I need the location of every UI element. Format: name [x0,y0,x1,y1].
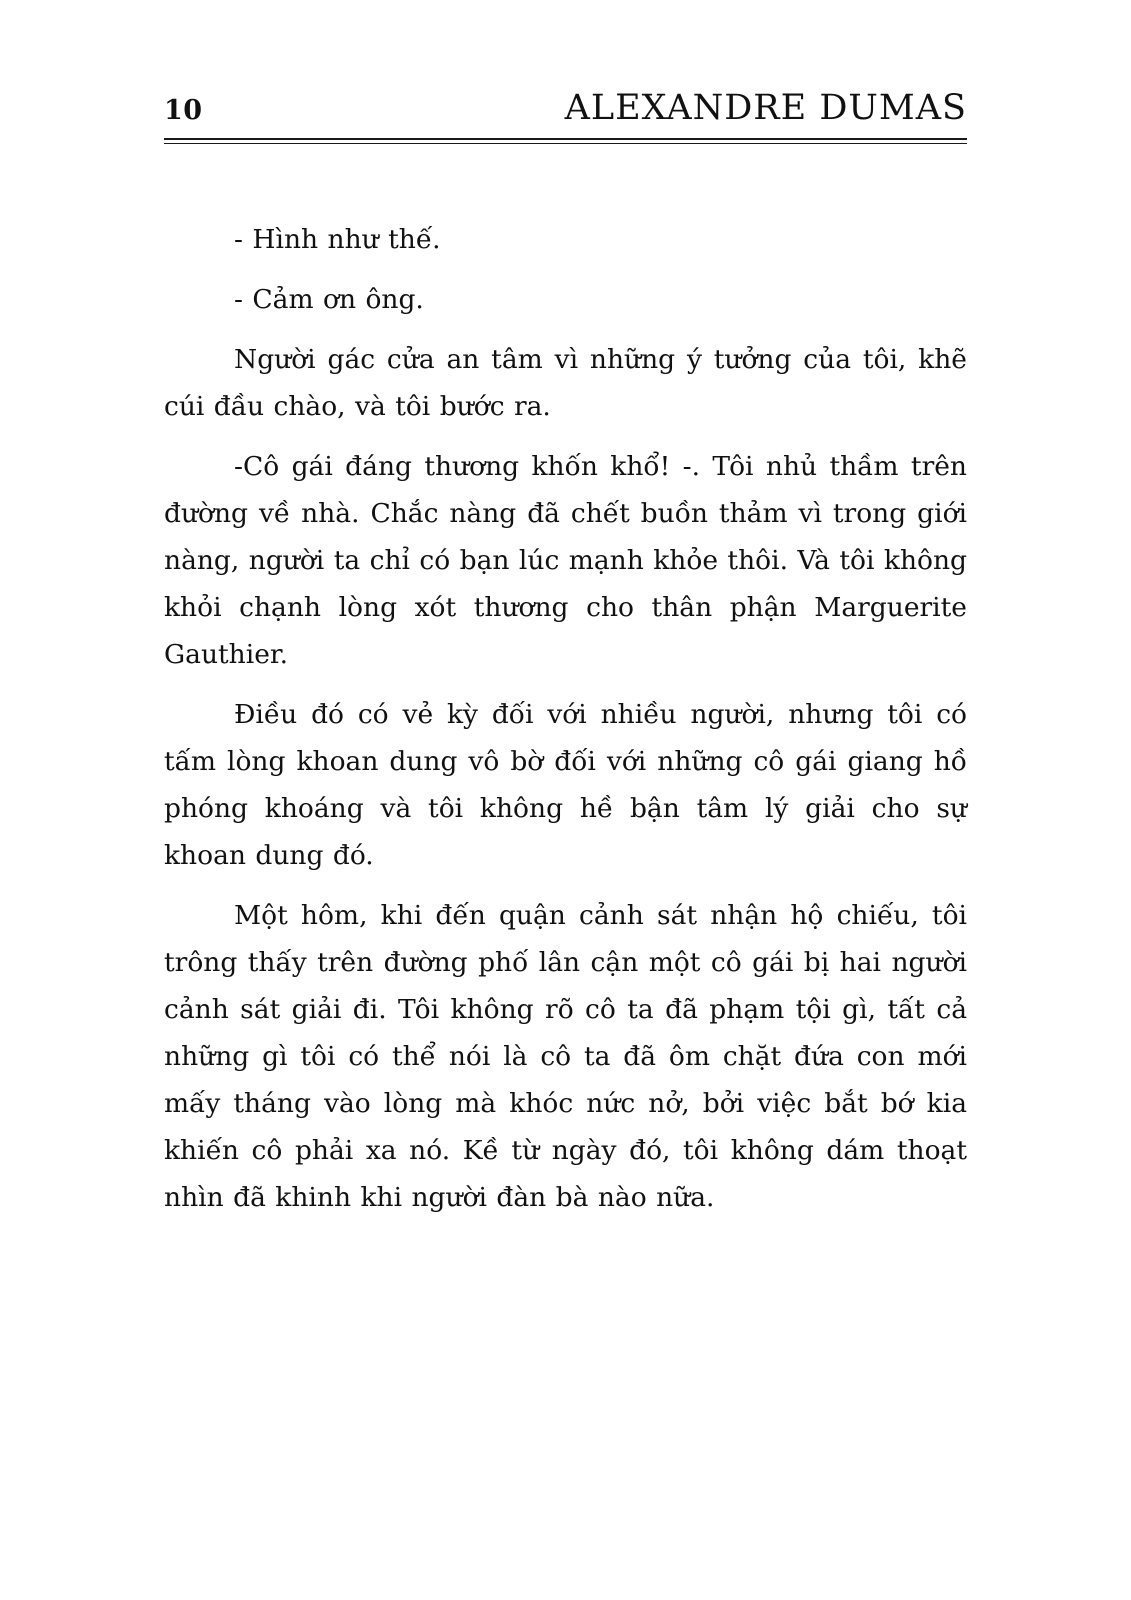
dialogue-line: - Hình như thế. [234,224,441,255]
header-rule [164,138,967,144]
paragraph: -Cô gái đáng thương khốn khổ! -. Tôi nhủ thầm trên đường về nhà. Chắc nàng đã chết buồn thảm vì trong giới nàng, người ta chỉ có bạn lúc mạnh khỏe thôi. Và tôi không khỏi chạnh lòng xót thương cho thân phận Marguerite Gauthier. [164,451,967,670]
running-header [164,88,967,128]
paragraph: Người gác cửa an tâm vì những ý tưởng của tôi, khẽ cúi đầu chào, và tôi bước ra. [164,344,967,422]
running-title: ALEXANDRE DUMAS [564,88,967,128]
paragraph: Một hôm, khi đến quận cảnh sát nhận hộ chiếu, tôi trông thấy trên đường phố lân cận một cô gái bị hai người cảnh sát giải đi. Tôi không rõ cô ta đã phạm tội gì, tất cả những gì tôi có thể nói là cô ta đã ôm chặt đứa con mới mấy tháng vào lòng mà khóc nức nở, bởi việc bắt bớ kia khiến cô phải xa nó. Kề từ ngày đó, tôi không dám thoạt nhìn đã khinh khi người đàn bà nào nữa. [164,900,967,1213]
paragraph: Điều đó có vẻ kỳ đối với nhiều người, nhưng tôi có tấm lòng khoan dung vô bờ đối với những cô gái giang hồ phóng khoáng và tôi không hề bận tâm lý giải cho sự khoan dung đó. [164,699,967,871]
page-number: 10 [164,95,203,126]
page-body [164,216,967,1221]
dialogue-line: - Cảm ơn ông. [234,284,424,315]
